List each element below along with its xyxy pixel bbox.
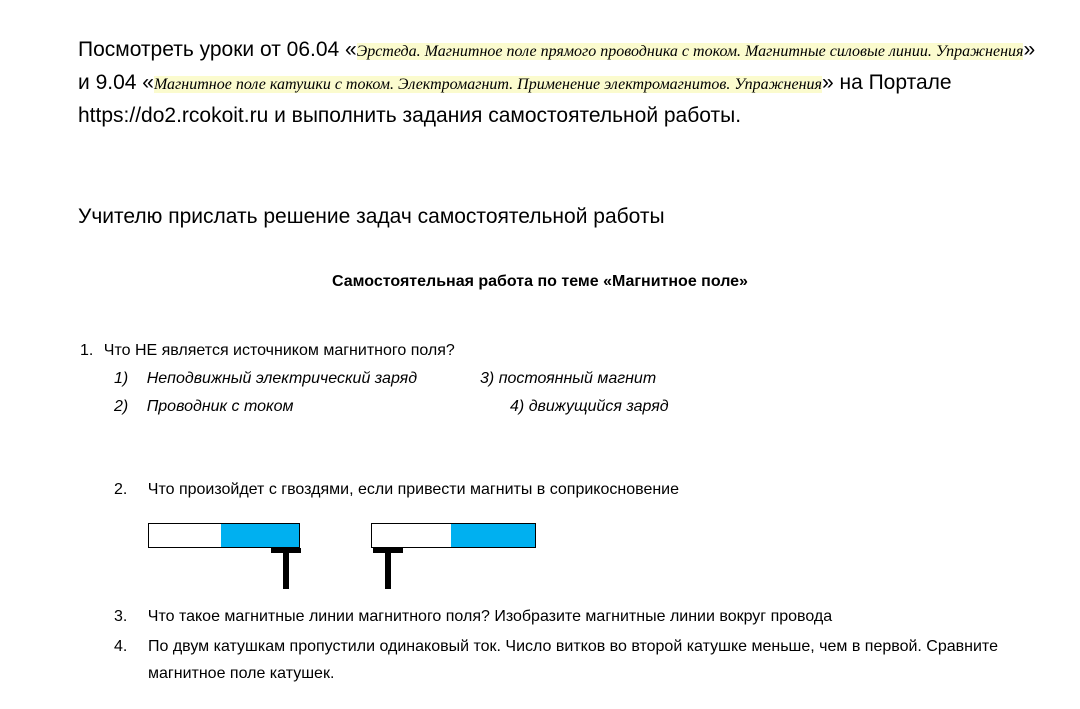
lesson-1-title: Эрстеда. Магнитное поле прямого проводника с током. Магнитные силовые линии. Упражнения [356, 43, 1024, 60]
question-number: 4. [114, 638, 128, 655]
q1-option-1 [114, 370, 417, 388]
question-text: Что произойдет с гвоздями, если привести магниты в соприкосновение [147, 481, 680, 498]
option-number: 3) [480, 370, 495, 387]
lesson-2-title: Магнитное поле катушки с током. Электромагнит. Применение электромагнитов. Упражнения [153, 76, 822, 93]
question-text: По двум катушкам пропустили одинаковый ток. Число витков во второй катушке меньше, чем в первой. Сравните магнитное поле катушек. [148, 638, 998, 682]
magnet-left-white-pole [149, 524, 221, 547]
option-text: Проводник с током [146, 398, 294, 415]
question-number: 2. [114, 481, 128, 498]
magnet-left-blue-pole [221, 524, 299, 547]
question-3 [114, 607, 832, 627]
question-4 [114, 637, 1044, 687]
magnet-right-white-pole [372, 524, 451, 547]
option-text: Неподвижный электрический заряд [146, 370, 418, 387]
question-text: Что такое магнитные линии магнитного поля? Изобразите магнитные линии вокруг провода [147, 608, 833, 625]
option-number: 1) [114, 370, 129, 387]
intro-text-1: Посмотреть уроки от 06.04 « [78, 38, 357, 61]
option-text: движущийся заряд [528, 398, 669, 415]
magnet-right [371, 523, 536, 548]
intro-paragraph [78, 34, 1038, 131]
q1-option-3 [480, 370, 656, 388]
question-2 [114, 480, 679, 500]
option-number: 4) [510, 398, 525, 415]
intro-text-2: » и 9.04 « [78, 38, 1036, 94]
teacher-note: Учителю прислать решение задач самостоятельной работы [78, 205, 665, 228]
magnet-right-blue-pole [451, 524, 535, 547]
option-text: постоянный магнит [498, 370, 657, 387]
q1-option-4 [510, 398, 669, 416]
magnet-left [148, 523, 300, 548]
intro-text-3: » на Портале https://do2.rcokoit.ru и выполнить задания самостоятельной работы. [78, 71, 952, 127]
q1-option-2 [114, 398, 293, 416]
worksheet-title: Самостоятельная работа по теме «Магнитное поле» [332, 273, 748, 290]
option-number: 2) [114, 398, 129, 415]
question-text: Что НЕ является источником магнитного поля? [103, 342, 455, 359]
question-number: 1. [80, 342, 94, 359]
question-number: 3. [114, 608, 128, 625]
question-1 [80, 341, 455, 361]
